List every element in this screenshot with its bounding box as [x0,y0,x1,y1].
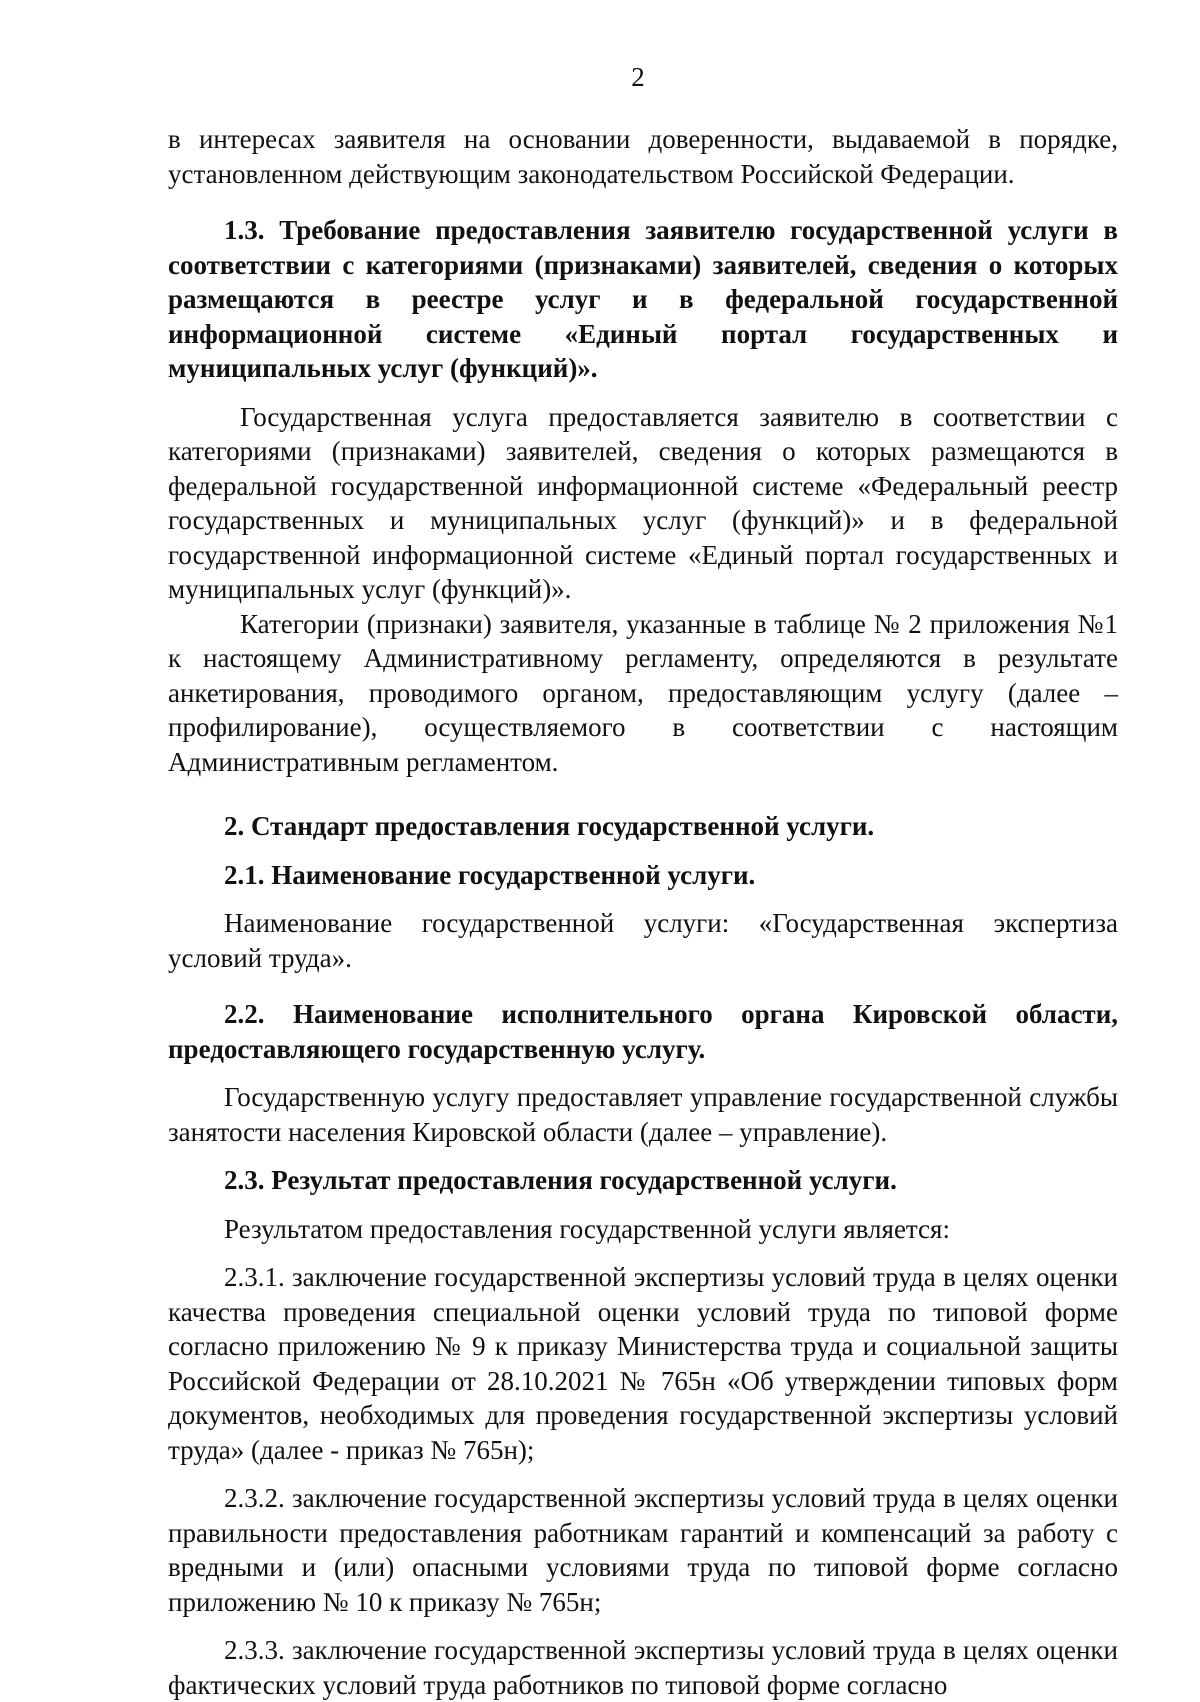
heading-1-3-applicant-categories: 1.3. Требование предоставления заявителю государственной услуги в соответствии с категориями (признаками) заявителей, сведения о которых размещаются в реестре услуг и в федеральной государственной информационной системе «Единый портал государственных и муниципальных услуг (функций)». [168,215,1118,383]
page-number: 2 [631,62,645,92]
list-item-2-3-1: 2.3.1. заключение государственной экспертизы условий труда в целях оценки качества проведения специальной оценки условий труда по типовой форме согласно приложению № 9 к приказу Министерства труда и социальной защиты Российской Федерации от 28.10.2021 № 765н «Об утверждении типовых форм документов, необходимых для проведения государственной экспертизы условий труда» (далее - приказ № 765н); [168,1262,1118,1465]
document-page [168,62,1118,1702]
paragraph-representative-continuation: в интересах заявителя на основании доверенности, выдаваемой в порядке, установленном действующим законодательством Российской Федерации. [168,124,1118,189]
paragraph-service-name: Наименование государственной услуги: «Государственная экспертиза условий труда». [168,908,1118,973]
paragraph-service-provision: Государственная услуга предоставляется заявителю в соответствии с категориями (признаками) заявителей, сведения о которых размещаются в федеральной государственной информационной системе «Федеральный реестр государственных и муниципальных услуг (функций)» и в федеральной государственной информационной системе «Единый портал государственных и муниципальных услуг (функций)». [168,401,1118,604]
paragraph-executive-body: Государственную услугу предоставляет управление государственной службы занятости населения Кировской области (далее – управление). [168,1082,1118,1147]
paragraph-applicant-categories: Категории (признаки) заявителя, указанные в таблице № 2 приложения №1 к настоящему Административному регламенту, определяются в результате анкетирования, проводимого органом, предоставляющим услугу (далее – профилирование), осуществляемого в соответствии с настоящим Административным регламентом. [168,608,1118,777]
heading-2-1-service-name: 2.1. Наименование государственной услуги. [224,859,756,890]
heading-2-3-service-result: 2.3. Результат предоставления государственной услуги. [224,1165,897,1195]
heading-2-service-standard: 2. Стандарт предоставления государственной услуги. [224,811,875,841]
list-item-2-3-3: 2.3.3. заключение государственной экспертизы условий труда в целях оценки фактических условий труда работников по типовой форме согласно [168,1635,1118,1700]
list-item-2-3-2: 2.3.2. заключение государственной экспертизы условий труда в целях оценки правильности предоставления работникам гарантий и компенсаций за работу с вредными и (или) опасными условиями труда по типовой форме согласно приложению № 10 к приказу № 765н; [168,1483,1118,1617]
heading-2-2-executive-body: 2.2. Наименование исполнительного органа Кировской области, предоставляющего государственную услугу. [168,999,1118,1064]
paragraph-result-intro: Результатом предоставления государственной услуги является: [224,1213,950,1244]
